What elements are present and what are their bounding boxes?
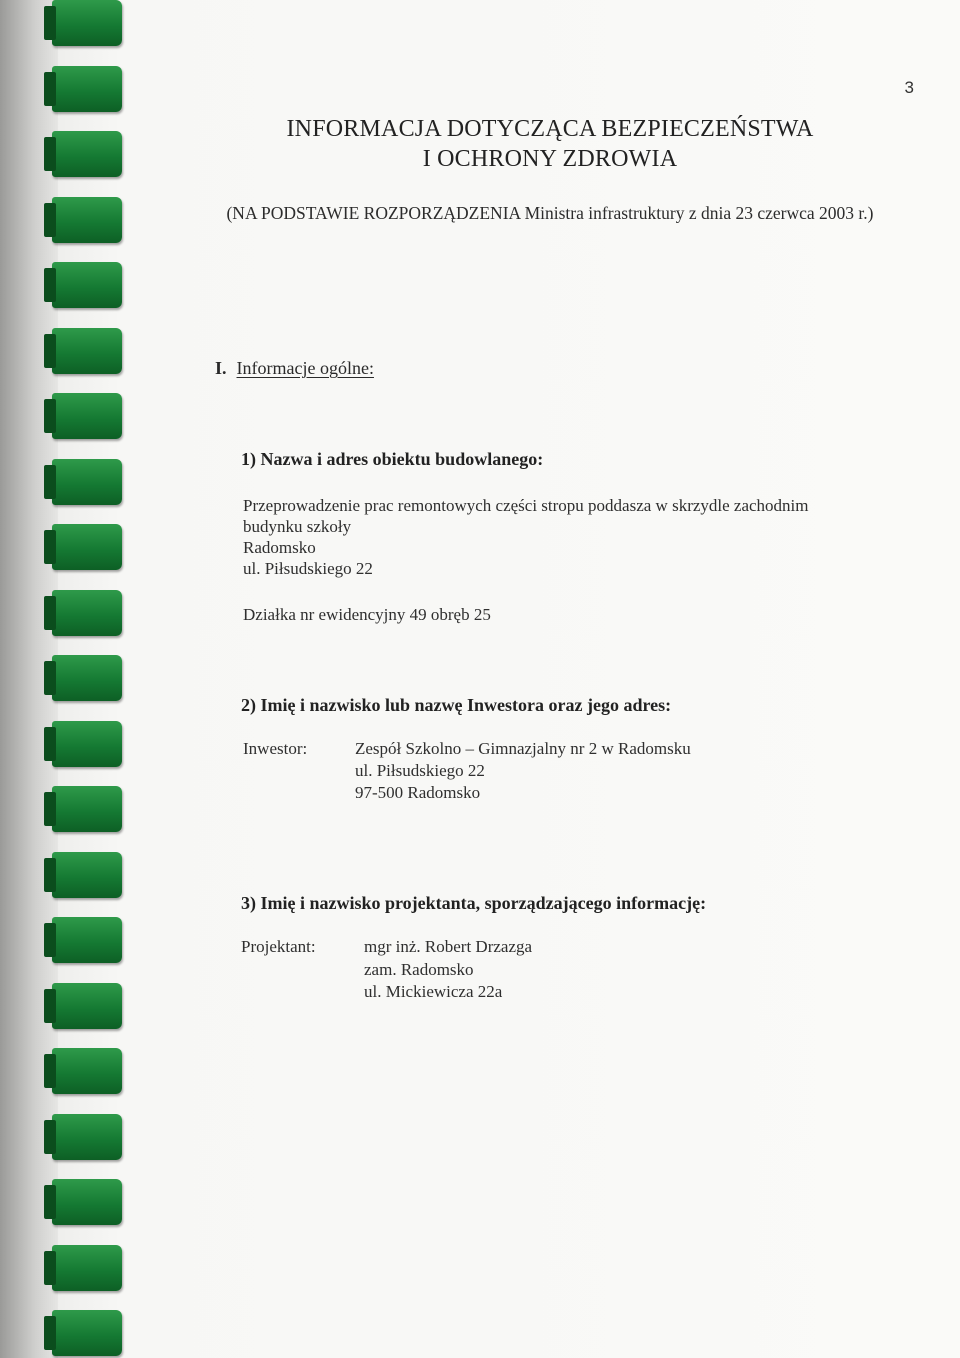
item1-heading: 1) Nazwa i adres obiektu budowlanego: xyxy=(241,449,544,469)
binding-ring xyxy=(52,1245,122,1291)
binding-ring xyxy=(52,131,122,177)
binding-ring xyxy=(52,655,122,701)
binding-ring xyxy=(52,524,122,570)
binding-ring xyxy=(52,786,122,832)
binding-ring xyxy=(52,197,122,243)
spiral-binding xyxy=(0,0,130,1358)
binding-ring xyxy=(52,721,122,767)
investor-city: 97-500 Radomsko xyxy=(355,783,481,802)
investor-street: ul. Piłsudskiego 22 xyxy=(355,761,485,780)
parcel-info: Działka nr ewidencyjny 49 obręb 25 xyxy=(243,605,491,624)
binding-ring xyxy=(52,66,122,112)
binding-ring xyxy=(52,328,122,374)
section-title: Informacje ogólne: xyxy=(236,358,374,378)
designer-label: Projektant: xyxy=(241,937,316,956)
binding-ring xyxy=(52,459,122,505)
section-number: I. xyxy=(215,358,227,378)
object-street: ul. Piłsudskiego 22 xyxy=(243,559,373,578)
item2-heading: 2) Imię i nazwisko lub nazwę Inwestora oraz jego adres: xyxy=(241,695,672,715)
binding-ring xyxy=(52,1048,122,1094)
binding-ring xyxy=(52,1310,122,1356)
binding-ring xyxy=(52,983,122,1029)
binding-ring xyxy=(52,1114,122,1160)
object-name-line2: budynku szkoły xyxy=(243,517,352,536)
binding-ring xyxy=(52,590,122,636)
object-city: Radomsko xyxy=(243,538,316,557)
designer-street: ul. Mickiewicza 22a xyxy=(364,982,503,1001)
section-heading xyxy=(215,358,374,379)
document-title-line1: INFORMACJA DOTYCZĄCA BEZPIECZEŃSTWA xyxy=(286,116,814,142)
document-title-line2: I OCHRONY ZDROWIA xyxy=(422,146,678,172)
object-name-line1: Przeprowadzenie prac remontowych części stropu poddasza w skrzydle zachodnim xyxy=(243,496,809,515)
document-subtitle: (NA PODSTAWIE ROZPORZĄDZENIA Ministra infrastruktury z dnia 23 czerwca 2003 r.) xyxy=(226,203,874,223)
binding-ring xyxy=(52,393,122,439)
page-number: 3 xyxy=(904,78,914,97)
designer-name: mgr inż. Robert Drzazga xyxy=(364,937,533,956)
investor-name: Zespół Szkolno – Gimnazjalny nr 2 w Radomsku xyxy=(355,739,691,758)
binding-ring xyxy=(52,262,122,308)
binding-ring xyxy=(52,917,122,963)
investor-label: Inwestor: xyxy=(243,739,308,758)
binding-ring xyxy=(52,852,122,898)
binding-ring xyxy=(52,1179,122,1225)
binding-ring xyxy=(52,0,122,46)
item3-heading: 3) Imię i nazwisko projektanta, sporządzającego informację: xyxy=(241,893,707,913)
designer-residence: zam. Radomsko xyxy=(364,960,474,979)
